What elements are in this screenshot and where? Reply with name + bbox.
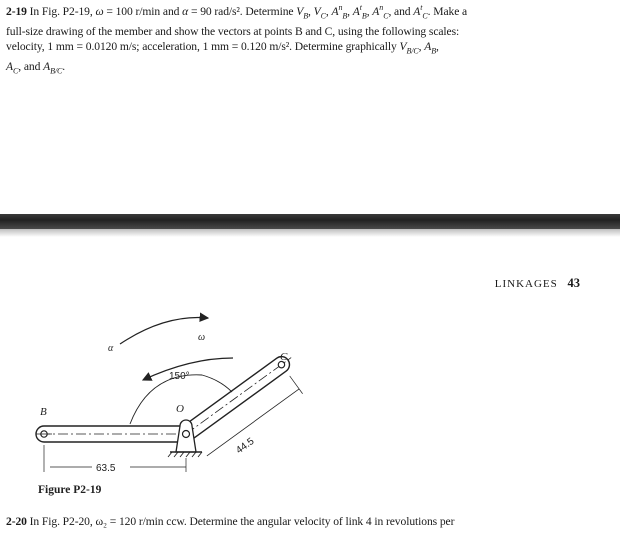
problem-2-19-text	[6, 0, 612, 79]
problem-2-19-line-1	[6, 0, 612, 24]
problem-2-19-line-1-text: In Fig. P2-19, ω = 100 r/min and α = 90 rad/s². Determine $V_B$, $V_C$, $A^n_B$, $A^t_B$, $A^n_C$, and $A^t_C$. Make a	[29, 3, 468, 21]
omega-label: ω	[198, 332, 206, 343]
dim-horizontal-label: 63.5	[96, 463, 116, 474]
page-divider	[0, 214, 620, 229]
figure-p2-19	[0, 300, 620, 510]
inclined-centerline	[186, 358, 291, 434]
angle-arc	[130, 375, 232, 424]
problem-2-19-line-4: $A_C$, and $A_{B/C}$.	[6, 59, 66, 76]
label-o: O	[176, 403, 184, 415]
problem-2-19-line-2: full-size drawing of the member and show the vectors at points B and C, using the following scales:	[6, 24, 460, 38]
omega-arrow	[120, 318, 208, 344]
problem-2-19-line-3: velocity, 1 mm = 0.0120 m/s; acceleration, 1 mm = 0.120 m/s². Determine graphically $V_{B/C}$, $A_B$,	[6, 40, 439, 56]
running-head-page-number: 43	[567, 276, 580, 290]
running-head	[495, 276, 580, 291]
label-b: B	[40, 406, 47, 418]
alpha-label: α	[108, 343, 114, 354]
figure-p2-19-drawing	[0, 300, 620, 510]
problem-2-20-body: In Fig. P2-20, ω₂ = 120 r/min ccw. Determine the angular velocity of link 4 in revolutions per	[29, 515, 455, 528]
running-head-section: LINKAGES	[494, 278, 558, 290]
figure-caption: Figure P2-19	[38, 484, 102, 496]
angle-label: 150°	[169, 371, 190, 382]
label-c: C	[280, 351, 288, 363]
dim-inclined-label: 44.5	[234, 435, 257, 457]
problem-2-19-number: 2-19	[6, 4, 30, 18]
problem-2-20-number: 2-20	[6, 515, 30, 528]
problem-2-20-text	[6, 514, 612, 530]
